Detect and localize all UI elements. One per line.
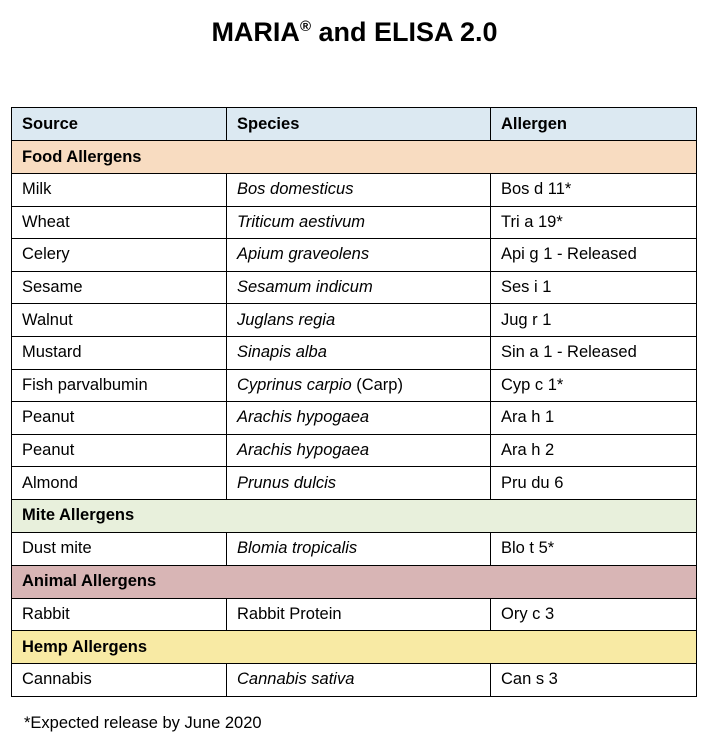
- cell-source: Peanut: [12, 434, 227, 467]
- cell-allergen: Blo t 5*: [491, 532, 697, 565]
- cell-species: [227, 336, 491, 369]
- table-row: [12, 239, 697, 272]
- species-name: Apium graveolens: [237, 245, 370, 264]
- species-name: Arachis hypogaea: [237, 408, 370, 427]
- cell-allergen: Ory c 3: [491, 598, 697, 631]
- cell-allergen: Ara h 2: [491, 434, 697, 467]
- table-row: [12, 206, 697, 239]
- species-name: Sesamum indicum: [237, 278, 373, 297]
- section-title: Animal Allergens: [12, 565, 697, 598]
- registered-mark: ®: [299, 18, 311, 35]
- cell-allergen: Sin a 1 - Released: [491, 336, 697, 369]
- table-row: [12, 664, 697, 697]
- species-name: Prunus dulcis: [237, 473, 337, 492]
- cell-source: Dust mite: [12, 532, 227, 565]
- species-name: Sinapis alba: [237, 343, 327, 362]
- cell-species: [227, 467, 491, 500]
- table-row: [12, 532, 697, 565]
- cell-source: Celery: [12, 239, 227, 272]
- section-header-row: [12, 141, 697, 174]
- cell-source: Fish parvalbumin: [12, 369, 227, 402]
- cell-species: [227, 664, 491, 697]
- section-header-row: [12, 631, 697, 664]
- cell-allergen: Cyp c 1*: [491, 369, 697, 402]
- section-header-row: [12, 565, 697, 598]
- cell-allergen: Tri a 19*: [491, 206, 697, 239]
- cell-source: Cannabis: [12, 664, 227, 697]
- cell-allergen: Pru du 6: [491, 467, 697, 500]
- section-title: Food Allergens: [12, 141, 697, 174]
- cell-allergen: Api g 1 - Released: [491, 239, 697, 272]
- cell-allergen: Bos d 11*: [491, 174, 697, 207]
- table-body: [12, 141, 697, 697]
- cell-allergen: Can s 3: [491, 664, 697, 697]
- species-common-name: (Carp): [351, 375, 403, 394]
- table-row: [12, 598, 697, 631]
- cell-allergen: Ara h 1: [491, 402, 697, 435]
- cell-species: [227, 304, 491, 337]
- cell-species: [227, 434, 491, 467]
- table-row: [12, 467, 697, 500]
- species-name: Cyprinus carpio: [237, 375, 352, 394]
- cell-species: [227, 369, 491, 402]
- table-row: [12, 369, 697, 402]
- header-species: Species: [227, 108, 491, 141]
- species-name: Rabbit Protein: [237, 604, 342, 623]
- cell-species: [227, 206, 491, 239]
- species-name: Arachis hypogaea: [237, 441, 370, 460]
- cell-species: [227, 532, 491, 565]
- species-name: Bos domesticus: [237, 180, 354, 199]
- species-name: Triticum aestivum: [237, 212, 366, 231]
- section-header-row: [12, 499, 697, 532]
- table-row: [12, 271, 697, 304]
- section-title: Hemp Allergens: [12, 631, 697, 664]
- table-row: [12, 304, 697, 337]
- section-title: Mite Allergens: [12, 499, 697, 532]
- footnote: *Expected release by June 2020: [24, 714, 262, 732]
- cell-species: [227, 402, 491, 435]
- species-name: Juglans regia: [237, 310, 336, 329]
- table-row: [12, 402, 697, 435]
- cell-source: Mustard: [12, 336, 227, 369]
- cell-source: Sesame: [12, 271, 227, 304]
- table-row: [12, 434, 697, 467]
- cell-source: Milk: [12, 174, 227, 207]
- header-source: Source: [12, 108, 227, 141]
- cell-source: Rabbit: [12, 598, 227, 631]
- allergen-table: [11, 107, 697, 697]
- cell-species: [227, 598, 491, 631]
- cell-source: Almond: [12, 467, 227, 500]
- cell-source: Peanut: [12, 402, 227, 435]
- cell-species: [227, 174, 491, 207]
- cell-species: [227, 271, 491, 304]
- page-title: MARIA® and ELISA 2.0: [211, 17, 498, 47]
- cell-species: [227, 239, 491, 272]
- cell-source: Walnut: [12, 304, 227, 337]
- table-header-row: [12, 108, 697, 141]
- table-row: [12, 174, 697, 207]
- species-name: Cannabis sativa: [237, 670, 355, 689]
- species-name: Blomia tropicalis: [237, 539, 358, 558]
- cell-allergen: Jug r 1: [491, 304, 697, 337]
- cell-allergen: Ses i 1: [491, 271, 697, 304]
- cell-source: Wheat: [12, 206, 227, 239]
- header-allergen: Allergen: [491, 108, 697, 141]
- table-row: [12, 336, 697, 369]
